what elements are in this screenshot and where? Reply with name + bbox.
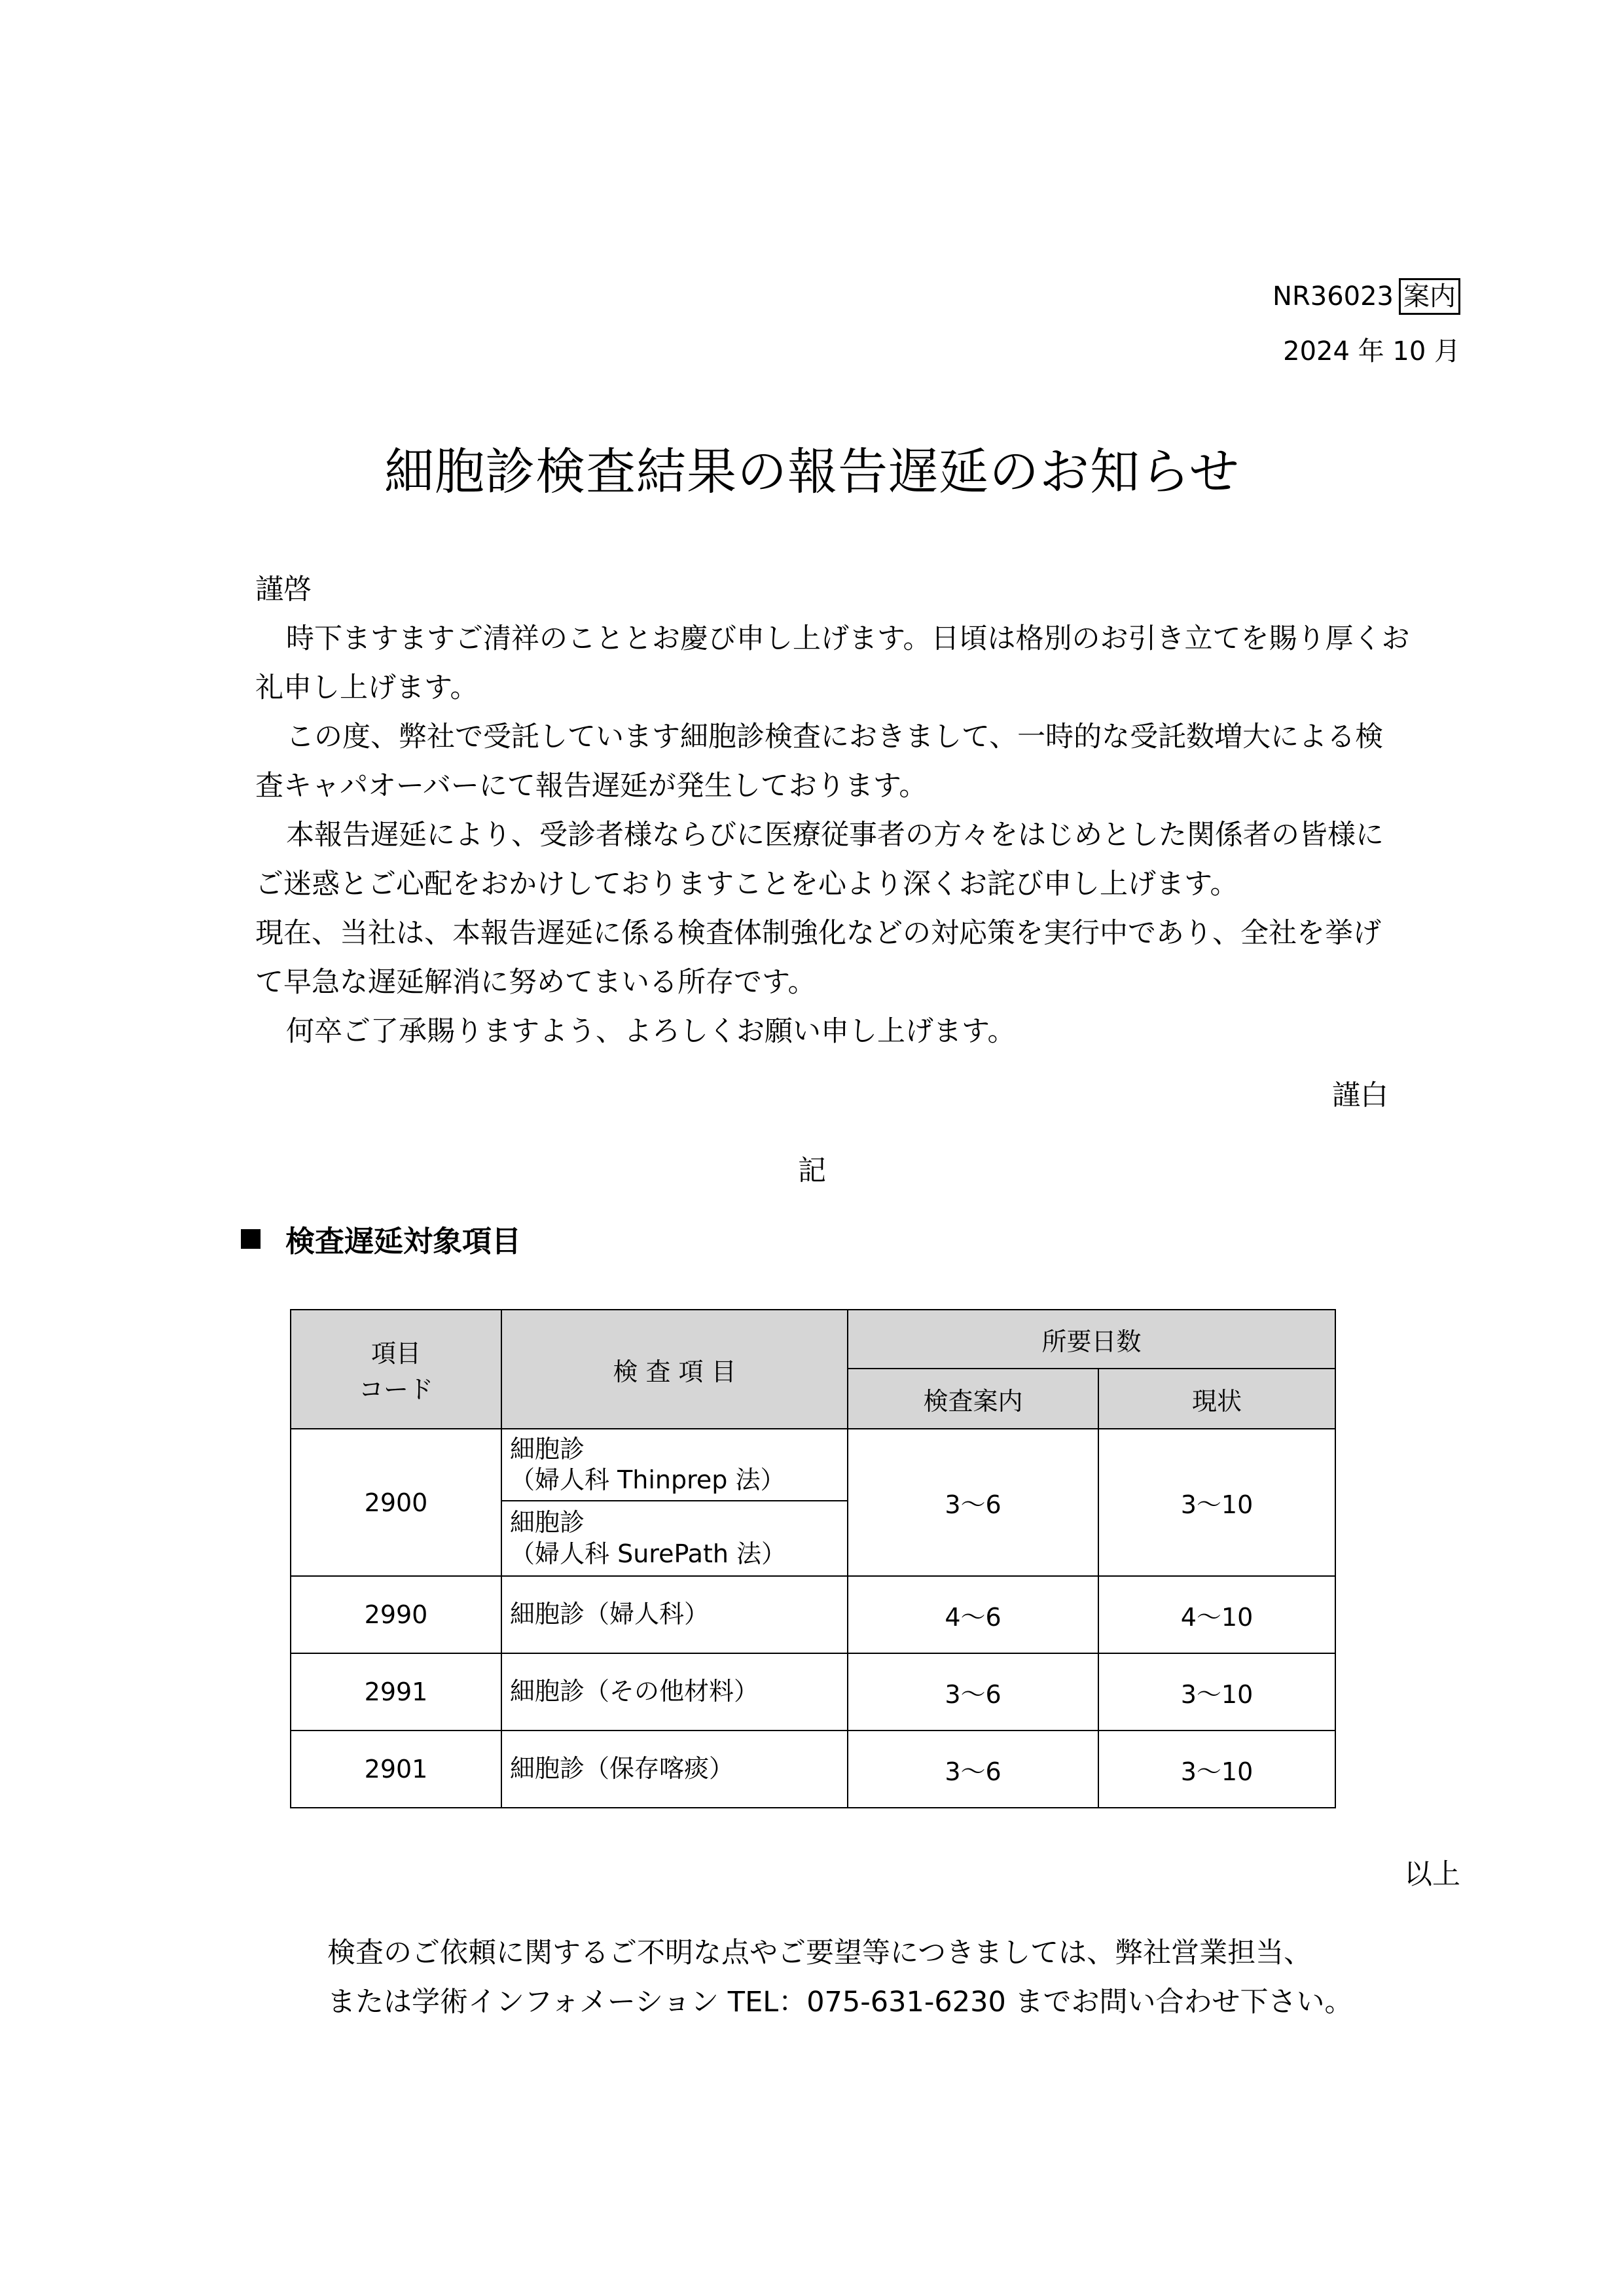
cell-item-line: 細胞診 [510, 1434, 585, 1463]
cell-code: 2900 [291, 1429, 501, 1576]
cell-guide: 3～6 [848, 1653, 1098, 1731]
table-row [291, 1429, 1335, 1501]
letter-opening: 謹啓 [255, 573, 312, 606]
letter-line: 査キャパオーバーにて報告遅延が発生しております。 [255, 770, 928, 802]
header-current-days: 現状 [1098, 1369, 1335, 1429]
header-code-line: コード [358, 1375, 433, 1404]
letter-line: 時下ますますご清祥のこととお慶び申し上げます。日頃は格別のお引き立てを賜り厚くお [286, 622, 1410, 655]
footer-line: または学術インフォメーション TEL：075-631-6230 までお問い合わせ下さい。 [327, 1986, 1353, 2018]
cell-item [501, 1429, 848, 1501]
section-title: 検査遅延対象項目 [285, 1224, 522, 1259]
cell-current: 4～10 [1098, 1576, 1335, 1653]
table-row [291, 1576, 1335, 1653]
cell-current: 3～10 [1098, 1731, 1335, 1808]
header-item-code [291, 1310, 501, 1429]
header-code-line: 項目 [370, 1339, 421, 1368]
cell-current: 3～10 [1098, 1653, 1335, 1731]
letter-line: 現在、当社は、本報告遅延に係る検査体制強化などの対応策を実行中であり、全社を挙げ [255, 917, 1381, 950]
letter-line: 何卒ご了承賜りますよう、よろしくお願い申し上げます。 [286, 1015, 1016, 1048]
delay-items-table [290, 1309, 1336, 1808]
header-required-days: 所要日数 [848, 1310, 1335, 1369]
cell-guide: 3～6 [848, 1731, 1098, 1808]
document-type-tag: 案内 [1399, 278, 1460, 315]
section-heading [241, 1217, 521, 1260]
document-reference [1272, 278, 1460, 315]
document-number: NR36023 [1272, 281, 1394, 312]
letter-line: この度、弊社で受託しています細胞診検査におきまして、一時的な受託数増大による検 [286, 721, 1384, 753]
document-date: 2024 年 10 月 [1283, 336, 1460, 367]
cell-guide: 3～6 [848, 1429, 1098, 1576]
cell-code: 2991 [291, 1653, 501, 1731]
cell-item [501, 1501, 848, 1576]
letter-line: て早急な遅延解消に努めてまいる所存です。 [255, 966, 816, 999]
end-mark: 以上 [1404, 1858, 1460, 1891]
cell-item-line: 細胞診 [510, 1508, 585, 1537]
letter-line: ご迷惑とご心配をおかけしておりますことを心より深くお詫び申し上げます。 [255, 868, 1238, 901]
cell-item: 細胞診（婦人科） [501, 1576, 848, 1653]
cell-item: 細胞診（保存喀痰） [501, 1731, 848, 1808]
cell-current: 3～10 [1098, 1429, 1335, 1576]
cell-item-line: （婦人科 Thinprep 法） [510, 1465, 785, 1494]
cell-item: 細胞診（その他材料） [501, 1653, 848, 1731]
header-test-item: 検 査 項 目 [501, 1310, 848, 1429]
cell-code: 2901 [291, 1731, 501, 1808]
cell-guide: 4～6 [848, 1576, 1098, 1653]
black-square-icon [241, 1229, 261, 1249]
letter-line: 礼申し上げます。 [255, 672, 478, 704]
footer-line: 検査のご依頼に関するご不明な点やご要望等につきましては、弊社営業担当、 [327, 1937, 1312, 1969]
cell-code: 2990 [291, 1576, 501, 1653]
ki-heading: 記 [798, 1155, 826, 1187]
letter-line: 本報告遅延により、受診者様ならびに医療従事者の方々をはじめとした関係者の皆様に [286, 819, 1384, 852]
table-row [291, 1653, 1335, 1731]
table-row [291, 1731, 1335, 1808]
page-title: 細胞診検査結果の報告遅延のお知らせ [384, 442, 1240, 501]
letter-closing: 謹白 [1332, 1079, 1388, 1112]
cell-item-line: （婦人科 SurePath 法） [510, 1539, 787, 1568]
header-guide-days: 検査案内 [848, 1369, 1098, 1429]
